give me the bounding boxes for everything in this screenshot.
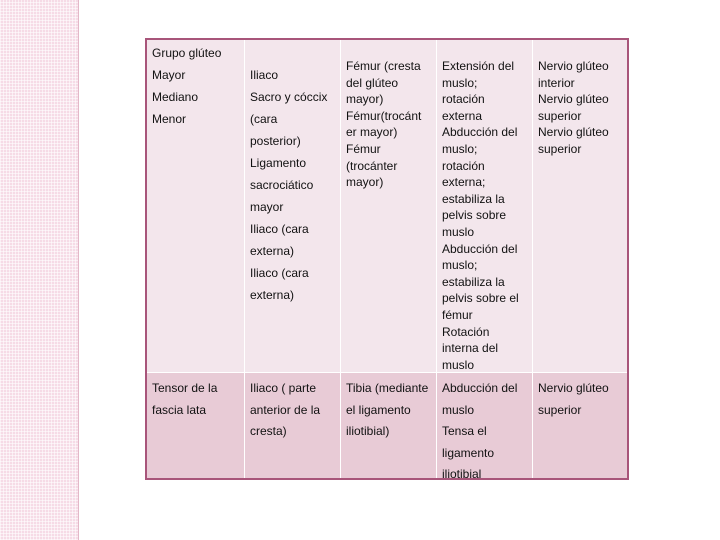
action-line: Abducción del bbox=[442, 241, 518, 256]
cell-insertion bbox=[341, 373, 437, 478]
insertion-line: Fémur (cresta bbox=[346, 59, 421, 73]
origin-line: externa) bbox=[250, 244, 295, 258]
insertion-line: del glúteo bbox=[346, 75, 399, 90]
innervation-line: interior bbox=[538, 75, 575, 90]
insertion-line: Fémur(trocánt bbox=[346, 108, 422, 123]
action-line: fémur bbox=[442, 307, 473, 322]
origin-line: externa) bbox=[250, 288, 295, 302]
table-row-gluteal-group bbox=[147, 40, 627, 372]
insertion-line: er mayor) bbox=[346, 125, 398, 140]
innervation-line: superior bbox=[538, 108, 582, 123]
muscle-name: fascia lata bbox=[152, 402, 207, 417]
muscle-name: Mediano bbox=[152, 90, 199, 104]
muscle-table bbox=[145, 38, 629, 480]
origin-line: mayor bbox=[250, 200, 284, 214]
innervation-line: Nervio glúteo bbox=[538, 92, 609, 107]
insertion-line: Tibia (mediante bbox=[346, 381, 429, 395]
origin-line: cresta) bbox=[250, 424, 287, 438]
action-line: muslo; bbox=[442, 141, 478, 156]
decorative-side-strip bbox=[0, 0, 79, 540]
insertion-line: iliotibial) bbox=[346, 424, 390, 438]
innervation-line: superior bbox=[538, 141, 582, 156]
group-header: Grupo glúteo bbox=[152, 46, 222, 60]
action-line: muslo bbox=[442, 224, 475, 239]
action-line: externa bbox=[442, 108, 483, 123]
insertion-list bbox=[341, 40, 436, 191]
origin-line: posterior) bbox=[250, 134, 301, 148]
muscle-name: Menor bbox=[152, 112, 187, 126]
action-line: Abducción del bbox=[442, 381, 518, 395]
action-line: muslo bbox=[442, 357, 475, 372]
origin-list bbox=[245, 40, 340, 306]
innervation-line: Nervio glúteo bbox=[538, 125, 609, 140]
origin-line: Sacro y cóccix bbox=[250, 90, 328, 104]
action-line: Abducción del bbox=[442, 125, 518, 140]
muscle-name: Tensor de la bbox=[152, 381, 218, 395]
action-line: ligamento bbox=[442, 445, 495, 460]
cell-origin bbox=[245, 40, 341, 372]
table-row-tensor bbox=[147, 372, 627, 481]
origin-line: Iliaco ( parte bbox=[250, 381, 317, 395]
action-line: Extensión del bbox=[442, 59, 515, 73]
innervation-list bbox=[533, 40, 627, 158]
action-line: Tensa el bbox=[442, 424, 487, 438]
action-line: Rotación bbox=[442, 324, 490, 339]
origin-line: Iliaco (cara bbox=[250, 266, 309, 280]
origin-line: (cara bbox=[250, 112, 278, 126]
cell-insertion bbox=[341, 40, 437, 372]
cell-muscle-names bbox=[147, 40, 245, 372]
action-line: pelvis sobre el bbox=[442, 291, 519, 306]
cell-muscle-names bbox=[147, 373, 245, 478]
origin-line: sacrociático bbox=[250, 178, 314, 192]
cell-innervation bbox=[533, 373, 627, 478]
muscle-name-list bbox=[152, 64, 198, 130]
action-line: pelvis sobre bbox=[442, 208, 507, 223]
insertion-line: Fémur bbox=[346, 141, 381, 156]
insertion-line: mayor) bbox=[346, 92, 384, 107]
action-list bbox=[437, 40, 532, 373]
action-line: estabiliza la bbox=[442, 274, 505, 289]
cell-innervation bbox=[533, 40, 627, 372]
origin-line: anterior de la bbox=[250, 402, 321, 417]
action-line: externa; bbox=[442, 175, 486, 190]
insertion-line: (trocánter bbox=[346, 158, 398, 173]
action-line: iliotibial bbox=[442, 467, 482, 481]
action-line: muslo; bbox=[442, 75, 478, 90]
origin-line: Ligamento bbox=[250, 156, 307, 170]
action-line: rotación bbox=[442, 92, 485, 107]
muscle-name: Mayor bbox=[152, 68, 186, 82]
action-line: interna del bbox=[442, 341, 499, 356]
cell-action bbox=[437, 373, 533, 481]
origin-line: Iliaco (cara bbox=[250, 222, 309, 236]
action-line: rotación bbox=[442, 158, 485, 173]
innervation-line: Nervio glúteo bbox=[538, 59, 609, 73]
action-line: muslo; bbox=[442, 258, 478, 273]
cell-action bbox=[437, 40, 533, 372]
action-line: estabiliza la bbox=[442, 191, 505, 206]
innervation-line: superior bbox=[538, 402, 582, 417]
insertion-line: el ligamento bbox=[346, 402, 411, 417]
insertion-line: mayor) bbox=[346, 175, 384, 190]
innervation-line: Nervio glúteo bbox=[538, 381, 609, 395]
origin-line: Iliaco bbox=[250, 68, 279, 82]
action-line: muslo bbox=[442, 402, 475, 417]
cell-origin bbox=[245, 373, 341, 478]
